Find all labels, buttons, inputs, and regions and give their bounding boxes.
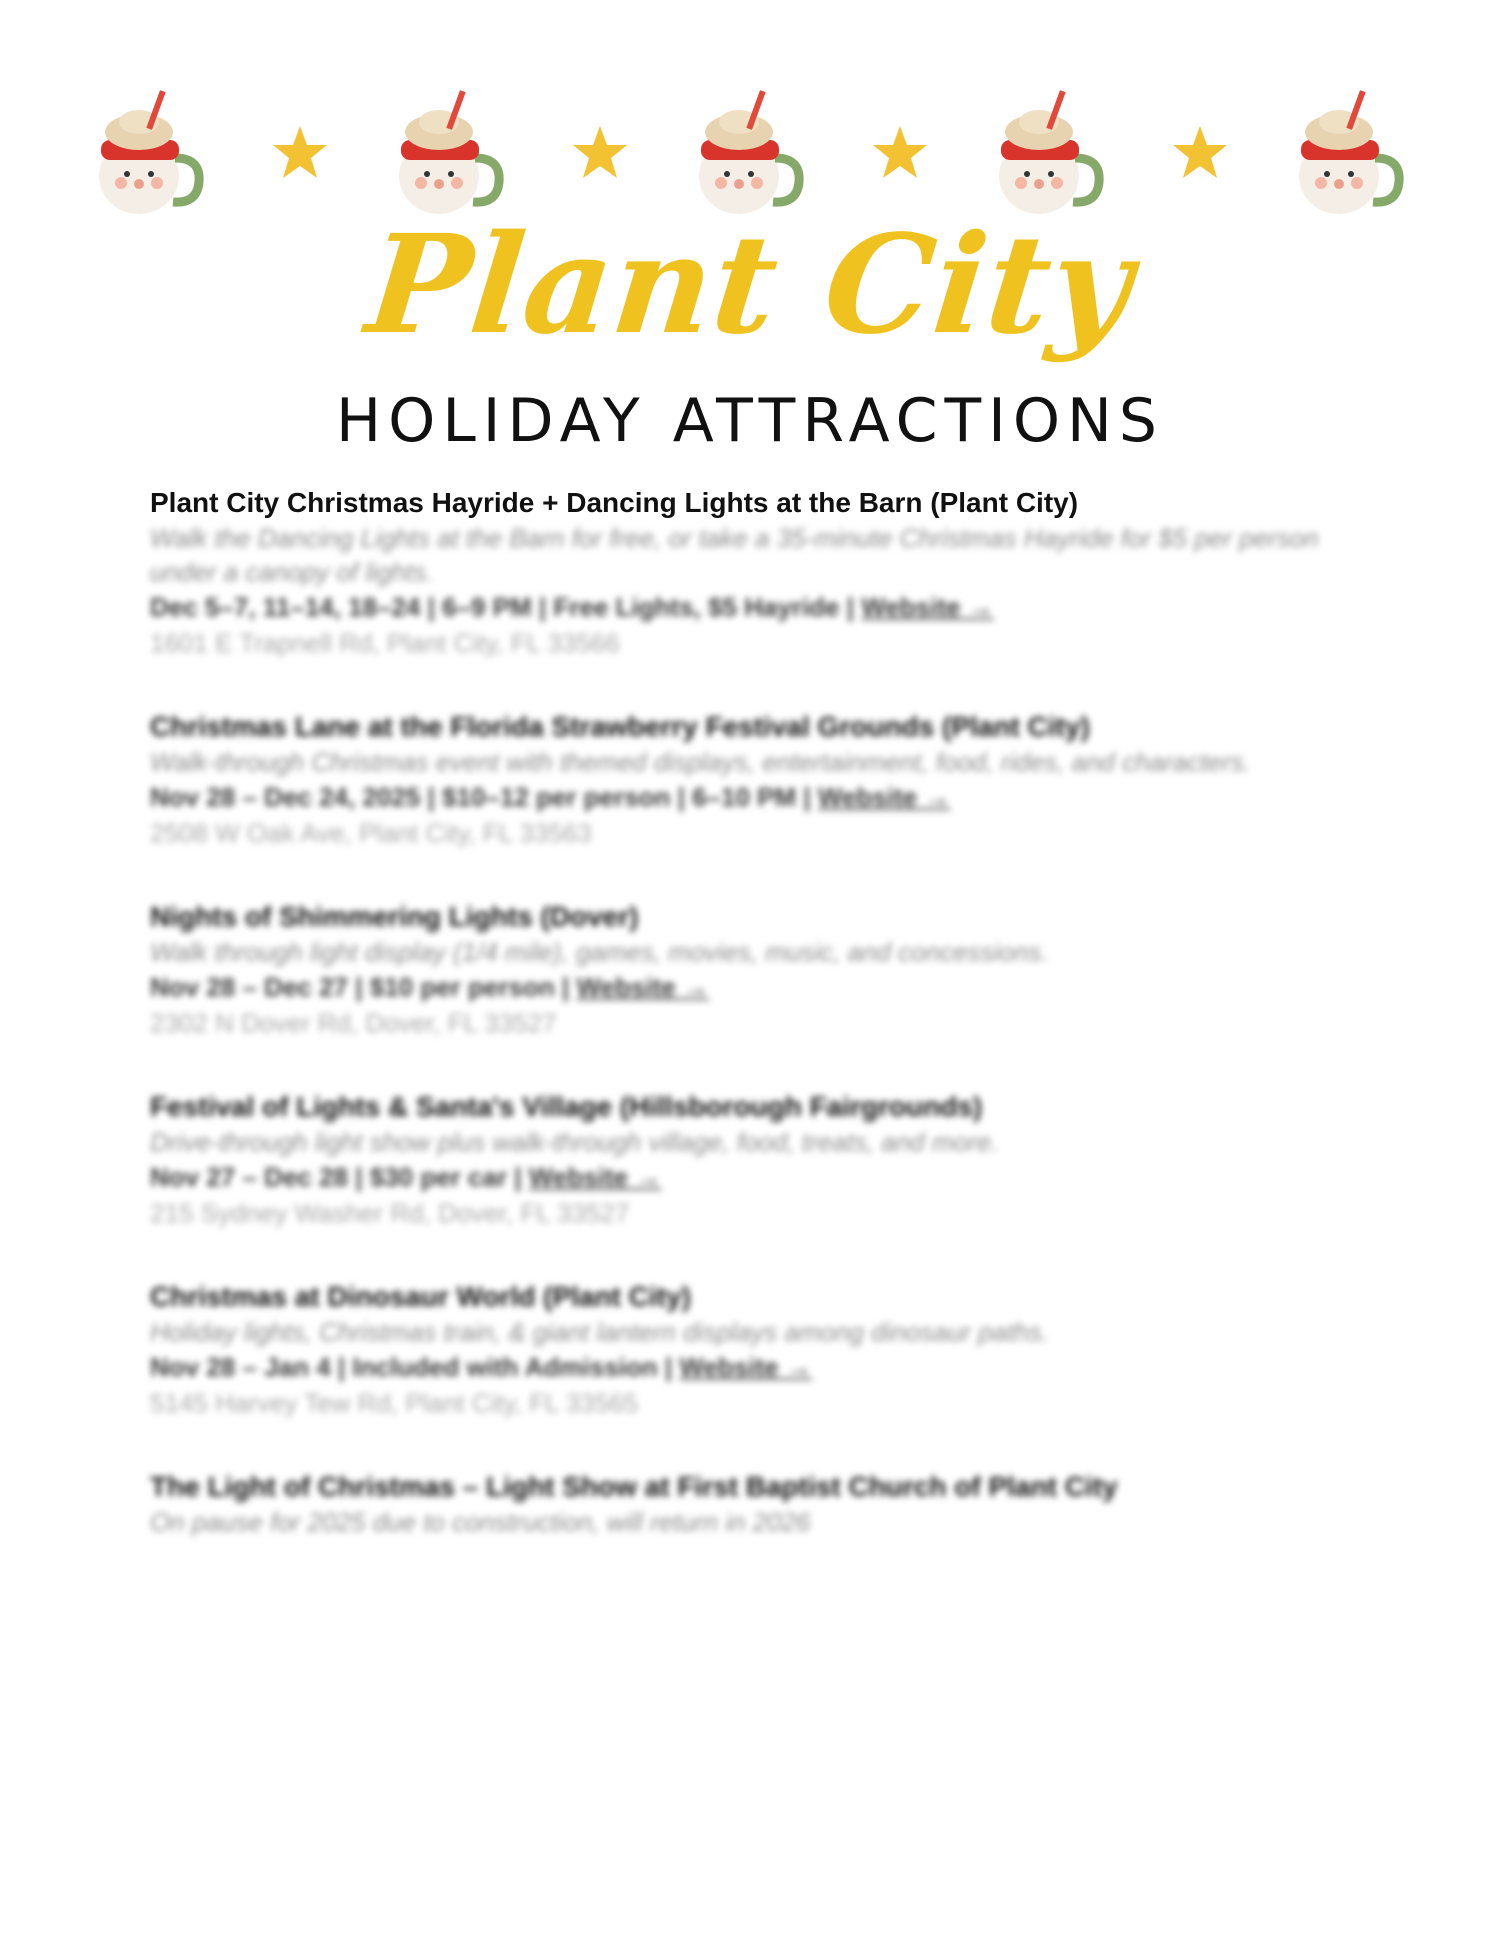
event-description: Drive-through light show plus walk-through village, food, treats, and more.: [150, 1127, 999, 1157]
event-details-text: Nov 27 – Dec 28 | $30 per car |: [150, 1162, 522, 1192]
event-address: 1601 E Trapnell Rd, Plant City, FL 33566: [150, 628, 620, 658]
event-details: [150, 779, 1370, 815]
event-address: 5145 Harvey Tew Rd, Plant City, FL 33565: [150, 1388, 638, 1418]
event-details-text: Dec 5–7, 11–14, 18–24 | 6–9 PM | Free Lights, $5 Hayride |: [150, 592, 855, 622]
event-item: [150, 1279, 1370, 1421]
event-description: Holiday lights, Christmas train, & giant lantern displays among dinosaur paths.: [150, 1317, 1049, 1347]
event-details: [150, 589, 1370, 625]
event-name: Christmas at Dinosaur World (Plant City): [150, 1281, 691, 1312]
event-address: 2302 N Dover Rd, Dover, FL 33527: [150, 1008, 557, 1038]
event-details: [150, 1349, 1370, 1385]
event-address: 215 Sydney Washer Rd, Dover, FL 33527: [150, 1198, 630, 1228]
website-link[interactable]: Website →: [817, 782, 951, 812]
event-description: Walk-through Christmas event with themed displays, entertainment, food, rides, and characters.: [150, 747, 1251, 777]
event-item: [150, 1469, 1370, 1539]
page-title: HOLIDAY ATTRACTIONS: [335, 386, 1165, 456]
event-item: [150, 899, 1370, 1041]
santa-mug-icon: [95, 88, 205, 218]
event-item: [150, 485, 1370, 661]
star-icon: [270, 123, 330, 183]
script-title: Plant City: [360, 205, 1140, 365]
star-icon: [570, 123, 630, 183]
event-details: [150, 969, 1370, 1005]
event-details: [150, 1159, 1370, 1195]
website-link[interactable]: Website →: [861, 592, 994, 622]
santa-mug-icon: [395, 88, 505, 218]
event-address: 2508 W Oak Ave, Plant City, FL 33563: [150, 818, 592, 848]
event-name: Plant City Christmas Hayride + Dancing Lights at the Barn (Plant City): [150, 487, 1079, 518]
santa-mug-icon: [1295, 88, 1405, 218]
event-details-text: Nov 28 – Dec 27 | $10 per person |: [150, 972, 570, 1002]
website-link[interactable]: Website →: [528, 1162, 662, 1192]
santa-mug-icon: [995, 88, 1105, 218]
event-name: The Light of Christmas – Light Show at First Baptist Church of Plant City: [150, 1471, 1118, 1502]
event-item: [150, 709, 1370, 851]
event-details-text: Nov 28 – Jan 4 | Included with Admission |: [150, 1352, 673, 1382]
event-details-text: Nov 28 – Dec 24, 2025 | $10–12 per person | 6–10 PM |: [150, 782, 811, 812]
event-description: Walk the Dancing Lights at the Barn for free, or take a 35-minute Christmas Hayride for $5 per person under a canopy of lights.: [150, 523, 1319, 587]
event-name: Nights of Shimmering Lights (Dover): [150, 901, 639, 932]
event-description: Walk through light display (1/4 mile), games, movies, music, and concessions.: [150, 937, 1049, 967]
event-name: Festival of Lights & Santa's Village (Hillsborough Fairgrounds): [150, 1091, 983, 1122]
website-link[interactable]: Website →: [576, 972, 709, 1002]
website-link[interactable]: Website →: [679, 1352, 812, 1382]
star-icon: [870, 123, 930, 183]
event-item: [150, 1089, 1370, 1231]
star-icon: [1170, 123, 1230, 183]
event-description: On pause for 2025 due to construction, will return in 2026: [150, 1507, 811, 1537]
event-list: [150, 485, 1370, 1587]
santa-mug-icon: [695, 88, 805, 218]
event-name: Christmas Lane at the Florida Strawberry Festival Grounds (Plant City): [150, 711, 1090, 742]
decoration-row: [95, 88, 1405, 218]
